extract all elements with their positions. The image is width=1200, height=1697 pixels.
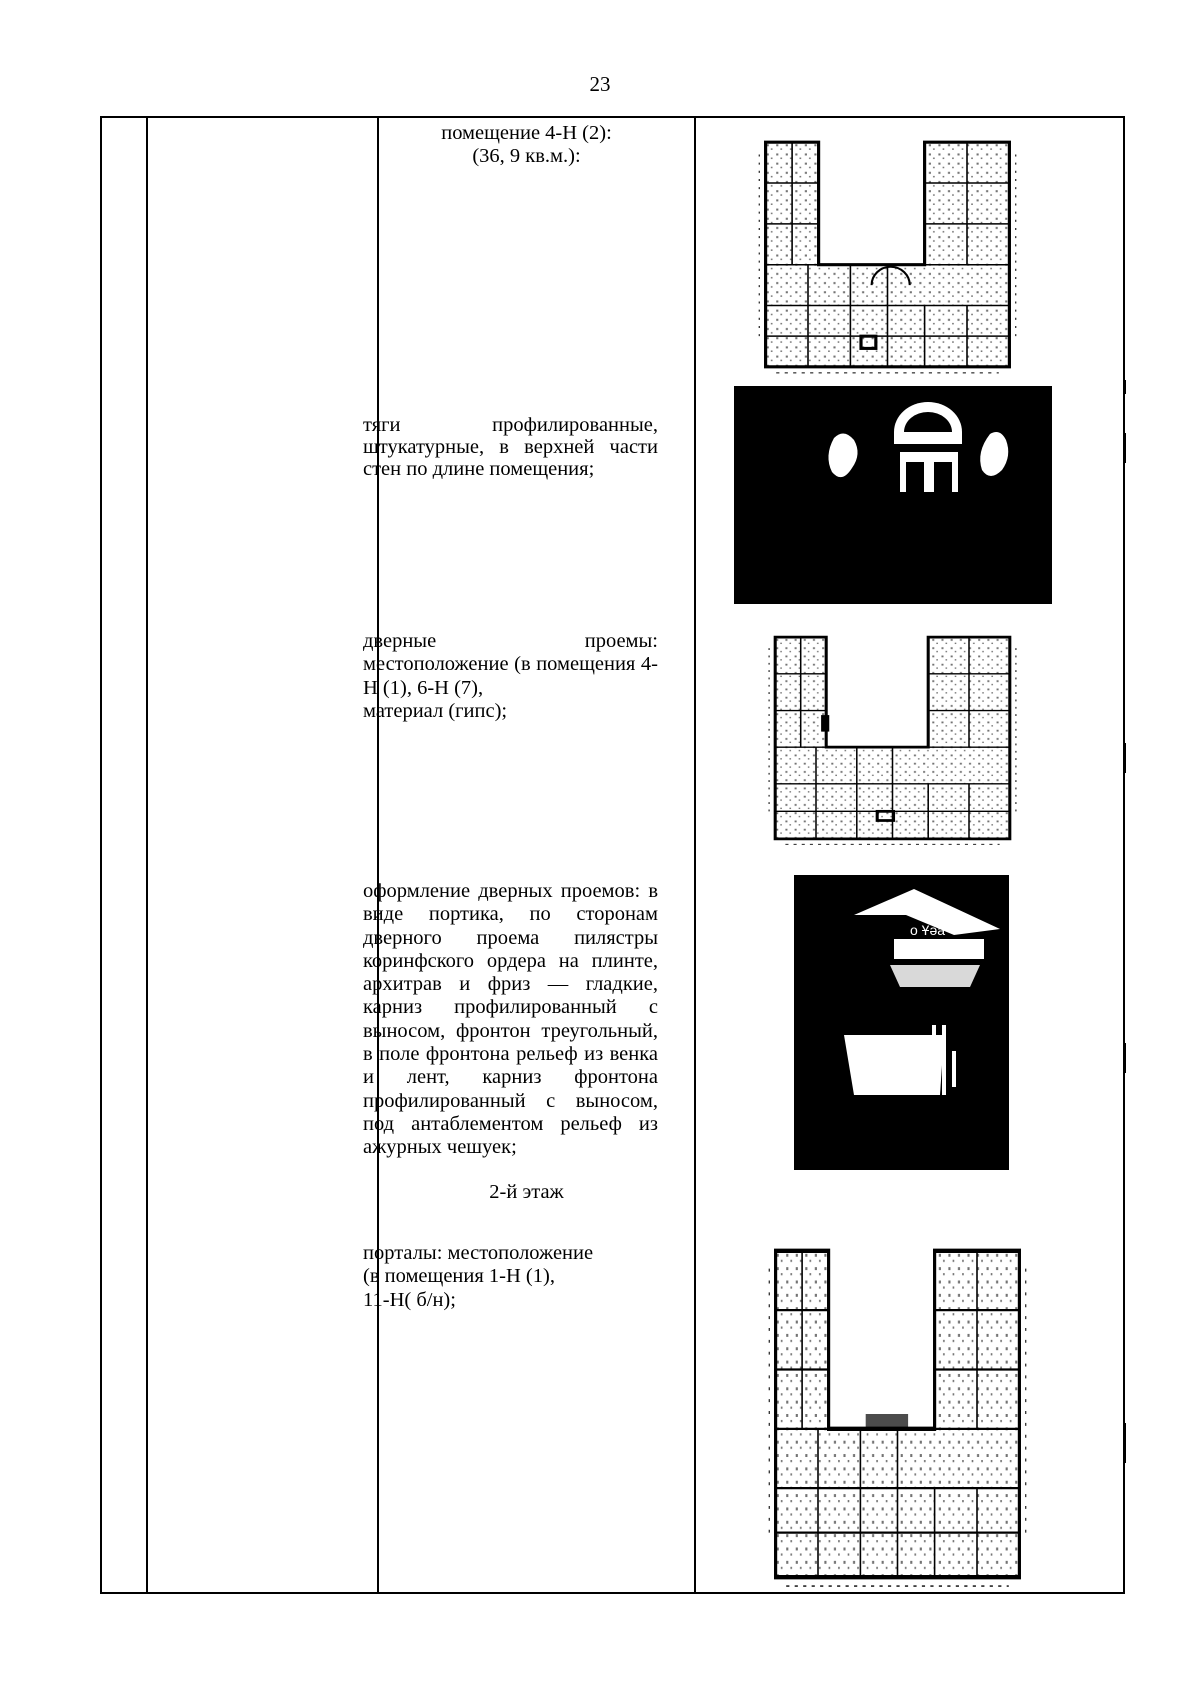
cornice-photo (734, 386, 1052, 604)
svg-text:o Ұəa: o Ұəa (910, 922, 946, 938)
page-number: 23 (589, 72, 611, 96)
scan-mark (1123, 433, 1126, 463)
door-portico-photo (794, 875, 1009, 1170)
doorway-decoration-description: оформление дверных проемов: в виде портика, по сторонам дверного проема пилястры коринфского ордера на плинте, архитрав и фриз — гладкие, карниз профилированный с выносом, фронтон треугольный, в поле фронтона рельеф из венка и лент, карниз фронтона профилированный с выносом, под антаблементом рельеф из ажурных чешуек; (363, 880, 658, 1159)
cornice-description: тяги профилированные, штукатурные, в верхней части стен по длине помещения; (363, 414, 658, 480)
floor-plan-drawing (765, 628, 1020, 848)
floor-heading: 2-й этаж (489, 1181, 564, 1203)
scan-mark (1123, 743, 1126, 773)
scan-mark (1123, 1043, 1126, 1073)
scan-mark (1123, 1423, 1126, 1463)
scan-mark (1123, 380, 1126, 394)
column-divider (146, 118, 148, 1592)
portals-description: порталы: местоположение (в помещения 1-Н (1), 11-Н( б/н); (363, 1242, 594, 1311)
premises-heading: помещение 4-Н (2): (36, 9 кв.м.): (441, 122, 612, 168)
document-table (100, 116, 1125, 1594)
column-divider (694, 118, 696, 1592)
doorway-description: дверные проемы: местоположение (в помещения 4-Н (1), 6-Н (7), материал (гипс); (363, 630, 658, 722)
floor-plan-drawing (755, 132, 1020, 377)
column-divider (377, 118, 379, 1592)
floor-plan-drawing (765, 1236, 1030, 1592)
